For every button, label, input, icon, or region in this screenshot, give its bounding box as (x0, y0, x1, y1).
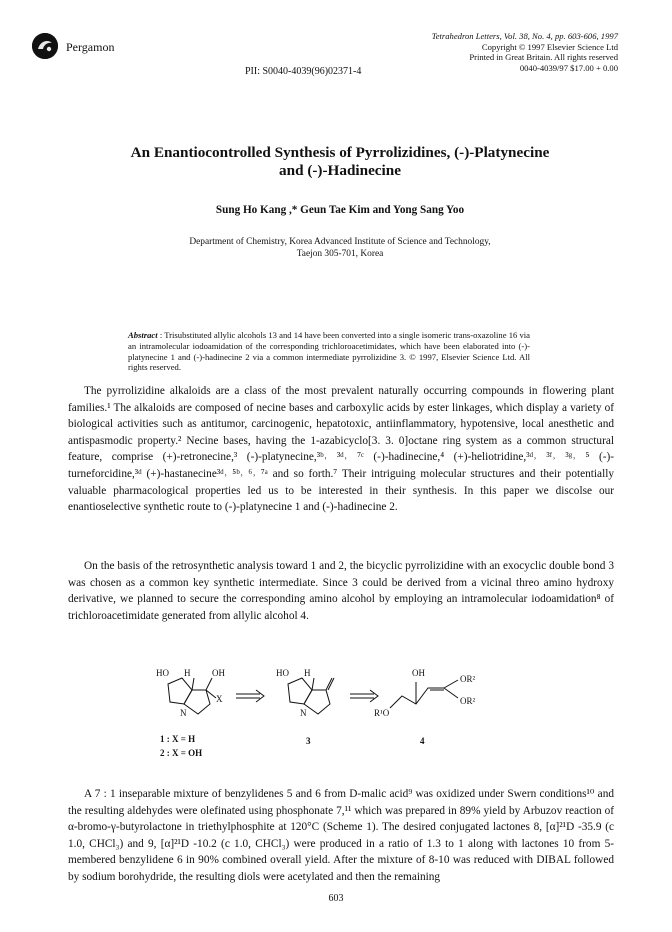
journal-line: Tetrahedron Letters, Vol. 38, No. 4, pp. 603-606, 1997 (431, 31, 618, 41)
compound-1-label: 1 : X = H (160, 734, 196, 744)
compound-4-label: 4 (420, 736, 425, 746)
label-or2-bottom: OR² (460, 696, 476, 706)
compound-3-structure (288, 678, 334, 714)
label-n-1: N (180, 708, 187, 718)
journal-info (432, 31, 618, 73)
author-list: Sung Ho Kang ,* Geun Tae Kim and Yong Sang Yoo (215, 204, 465, 216)
label-x: X (216, 694, 223, 704)
body-paragraph-2 (68, 558, 614, 624)
compound-4-structure (390, 680, 458, 708)
copyright-line: Copyright © 1997 Elsevier Science Ltd (481, 41, 618, 52)
label-h-1: H (184, 668, 191, 678)
paragraph-text: On the basis of the retrosynthetic analysis toward 1 and 2, the bicyclic pyrrolizidine with an exocyclic double bond 3 was chosen as a common key synthetic intermediate. Since 3 could be derived from a vicinal threo amino hydroxy derivative, we planned to secure the corresponding amino alcohol by employing an intramolecular iodoamidation⁸ of trichloroacetimidate generated from allylic alcohol 4. (68, 560, 614, 622)
compound-3-label: 3 (306, 736, 311, 746)
paragraph-text: A 7 : 1 inseparable mixture of benzylidenes 5 and 6 from D-malic acid⁹ was oxidized under Swern conditions¹⁰ and the resulting aldehydes were olefinated using phosphonate 7,¹¹ which was prepared in 89% yield by Arbuzov reaction of α-bromo-γ-butyrolactone in triethylphosphite at 120°C (Scheme 1). The desired conjugated lactones 8, [α]²¹D -35.9 (c 1.0, CHCl₃) and 9, [α]²¹D -10.2 (c 1.0, CHCl₃) were produced in a ratio of 1.3 to 1 along with lactones 10 from 5-membered benzylidene 6 in 90% combined overall yield. After the mixture of 8-10 was reduced with DIBAL followed by sodium borohydride, the resulting diols were acetylated and then the remaining (68, 788, 614, 883)
title-line-2: and (-)-Hadinecine (279, 162, 401, 179)
pii-identifier: PII: S0040-4039(96)02371-4 (245, 66, 362, 77)
body-paragraph-1 (68, 383, 614, 516)
affiliation-line-2: Taejon 305-701, Korea (296, 249, 384, 259)
retrosynthesis-scheme (140, 658, 520, 776)
label-oh-1: OH (212, 668, 225, 678)
pergamon-logo (32, 33, 58, 59)
abstract (128, 330, 530, 373)
issn-line: 0040-4039/97 $17.00 + 0.00 (519, 62, 618, 73)
label-ho-1: HO (156, 668, 169, 678)
label-n-2: N (300, 708, 307, 718)
paragraph-text: The pyrrolizidine alkaloids are a class of the most prevalent naturally occurring compounds in flowering plant families.¹ The alkaloids are composed of necine bases and carboxylic acids by ester linkages, which display a variety of biological activities such as antitumor, carcinogenic, hepatotoxic, antiinflammatory, hypotensive, local anesthetic and antispasmodic property.² Necine bases, having the 1-azabicyclo[3. 3. 0]octane ring system as a common structural feature, comprise (+)-retronecine,³ (-)-platynecine,³ᵇ˒ ³ᵈ˒ ⁷ᶜ (-)-hadinecine,⁴ (+)-heliotridine,³ᵈ˒ ³ᶠ˒ ³ᵍ˒ ⁵ (-)-turneforcidine,³ᵈ (+)-hastanecine³ᵈ˒ ⁵ᵇ˒ ⁶˒ ⁷ᵃ and so forth.⁷ Their intriguing molecular structures and their potentially valuable pharmacological properties led us to be interested in their synthesis. In this paper we discolse our enantioselective synthetic route to (-)-platynecine 1 and (-)-hadinecine 2. (68, 385, 614, 514)
article-title (60, 144, 620, 180)
compound-1-2-structure (168, 678, 216, 714)
compound-2-label: 2 : X = OH (160, 748, 203, 758)
label-ho-2: HO (276, 668, 289, 678)
label-h-2: H (304, 668, 311, 678)
label-or2-top: OR² (460, 674, 476, 684)
page-number: 603 (328, 893, 344, 904)
body-paragraph-3 (68, 786, 614, 886)
affiliation (60, 236, 620, 260)
publisher-name: Pergamon (66, 40, 115, 54)
retro-arrow-1 (236, 690, 264, 702)
label-oh-3: OH (412, 668, 425, 678)
affiliation-line-1: Department of Chemistry, Korea Advanced Institute of Science and Technology, (189, 237, 491, 247)
abstract-label: Abstract (128, 330, 158, 340)
abstract-text: : Trisubstituted allylic alcohols 13 and 14 have been converted into a single isomeric trans-oxazoline 16 via an intramolecular iodoamidation of the corresponding trichloroacetimidates, which have been elaborated into (-)-platynecine 1 and (-)-hadinecine 2 via a common intermediate pyrrolizidine 3. © 1997, Elsevier Science Ltd. All rights reserved. (128, 330, 530, 373)
title-line-1: An Enantiocontrolled Synthesis of Pyrrolizidines, (-)-Platynecine (130, 144, 550, 161)
retro-arrow-2 (350, 690, 378, 702)
label-r1o: R¹O (374, 708, 390, 718)
printed-line: Printed in Great Britain. All rights reserved (469, 52, 618, 63)
